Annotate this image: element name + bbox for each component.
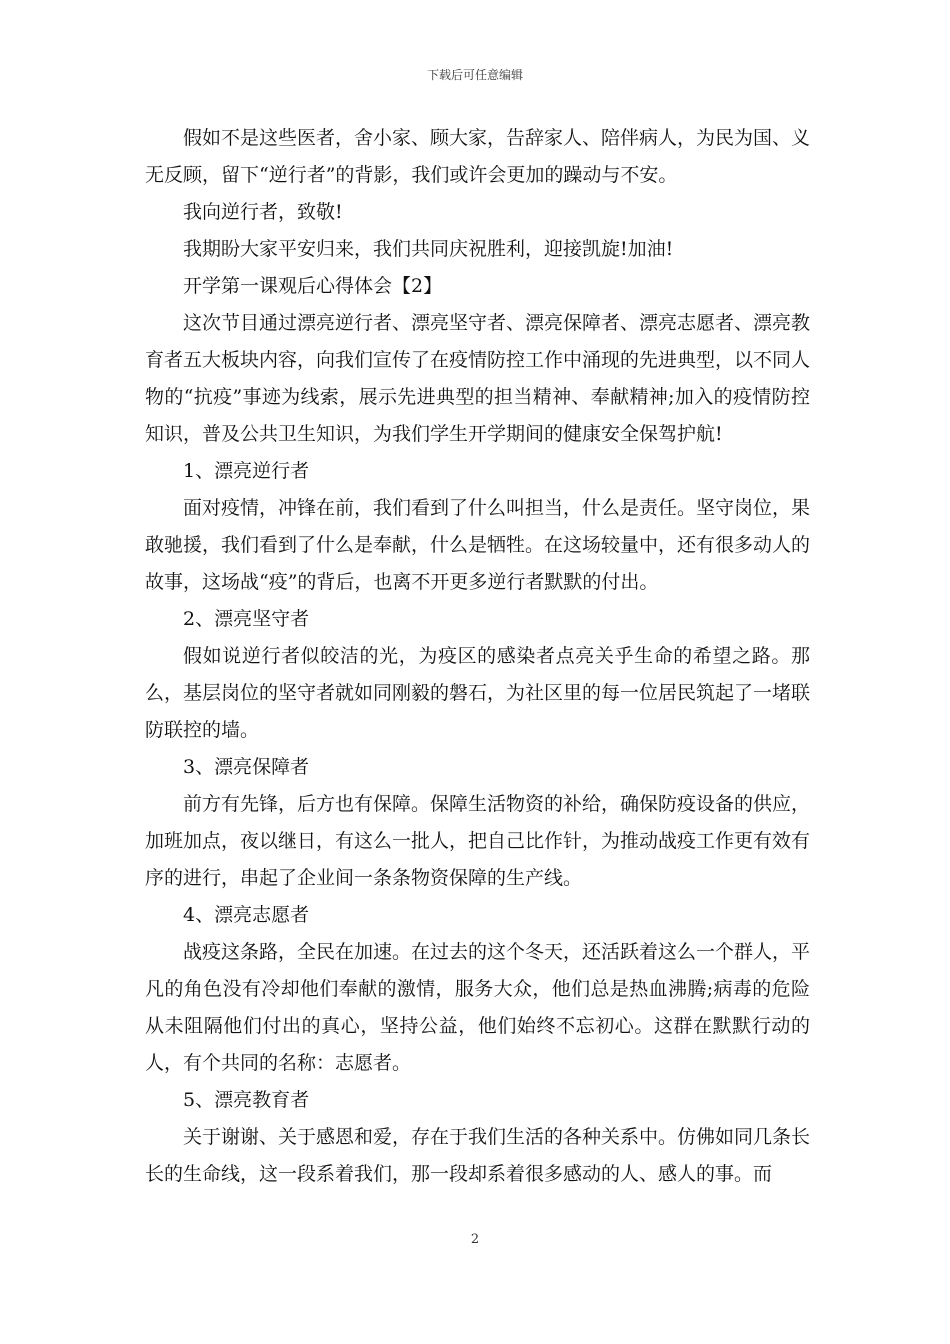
paragraph-1: 面对疫情，冲锋在前，我们看到了什么叫担当，什么是责任。坚守岗位，果敢驰援，我们看到了什么是奉献，什么是牺牲。在这场较量中，还有很多动人的故事，这场战“疫”的背后，也离不开更多逆行者默默的付出。 bbox=[145, 497, 811, 593]
heading-3: 3、漂亮保障者 bbox=[183, 756, 310, 778]
heading-5: 5、漂亮教育者 bbox=[183, 1089, 310, 1111]
paragraph-5: 关于谢谢、关于感恩和爱，存在于我们生活的各种关系中。仿佛如同几条长长的生命线，这一段系着我们，那一段却系着很多感动的人、感人的事。而 bbox=[145, 1126, 811, 1185]
paragraph-intro: 假如不是这些医者，舍小家、顾大家，告辞家人、陪伴病人，为民为国、义无反顾，留下“逆行者”的背影，我们或许会更加的躁动与不安。 bbox=[145, 127, 811, 186]
page-number: 2 bbox=[470, 1232, 480, 1247]
paragraph-overview: 这次节目通过漂亮逆行者、漂亮坚守者、漂亮保障者、漂亮志愿者、漂亮教育者五大板块内容，向我们宣传了在疫情防控工作中涌现的先进典型，以不同人物的“抗疫”事迹为线索，展示先进典型的担当精神、奉献精神;加入的疫情防控知识，普及公共卫生知识，为我们学生开学期间的健康安全保驾护航! bbox=[145, 312, 811, 445]
document-body bbox=[145, 120, 810, 1193]
section-title: 开学第一课观后心得体会【2】 bbox=[183, 275, 443, 297]
heading-4: 4、漂亮志愿者 bbox=[183, 904, 310, 926]
page-header: 下载后可任意编辑 bbox=[426, 68, 523, 82]
paragraph-2: 假如说逆行者似皎洁的光，为疫区的感染者点亮关乎生命的希望之路。那么，基层岗位的坚守者就如同刚毅的磐石，为社区里的每一位居民筑起了一堵联防联控的墙。 bbox=[145, 645, 811, 741]
paragraph-4: 战疫这条路，全民在加速。在过去的这个冬天，还活跃着这么一个群人，平凡的角色没有冷却他们奉献的激情，服务大众，他们总是热血沸腾;病毒的危险从未阻隔他们付出的真心，坚持公益，他们始终不忘初心。这群在默默行动的人，有个共同的名称：志愿者。 bbox=[145, 941, 811, 1074]
paragraph-3: 前方有先锋，后方也有保障。保障生活物资的补给，确保防疫设备的供应，加班加点，夜以继日，有这么一批人，把自己比作针，为推动战疫工作更有效有序的进行，串起了企业间一条条物资保障的生产线。 bbox=[145, 793, 811, 889]
paragraph-wish: 我期盼大家平安归来，我们共同庆祝胜利，迎接凯旋!加油! bbox=[183, 238, 674, 260]
heading-2: 2、漂亮坚守者 bbox=[183, 608, 310, 630]
paragraph-salute: 我向逆行者，致敬! bbox=[183, 201, 343, 223]
heading-1: 1、漂亮逆行者 bbox=[183, 460, 310, 482]
